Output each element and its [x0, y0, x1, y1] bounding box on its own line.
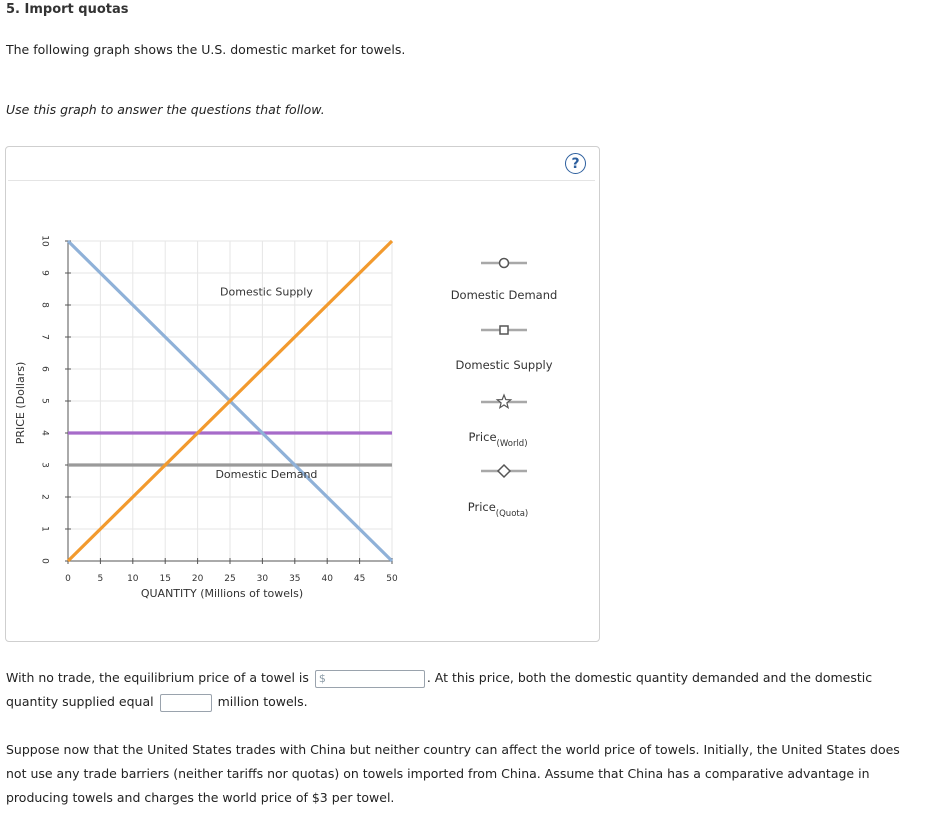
intro-text: The following graph shows the U.S. domestic market for towels.	[6, 42, 406, 57]
q1-text-part3: million towels.	[217, 694, 308, 709]
y-tick-label: 8	[39, 302, 50, 308]
curve-annotation: Domestic Demand	[215, 467, 318, 481]
x-tick-label: 0	[65, 574, 71, 584]
x-tick-label: 5	[97, 574, 104, 584]
equilibrium-quantity-input[interactable]	[160, 694, 212, 712]
x-tick-label: 25	[224, 574, 236, 584]
x-tick-label: 20	[191, 574, 204, 584]
y-tick-label: 4	[39, 430, 50, 436]
legend-label: Domestic Supply	[455, 358, 553, 372]
y-axis-label: PRICE (Dollars)	[14, 361, 27, 445]
legend-diamond-icon	[498, 465, 510, 477]
equilibrium-price-input[interactable]	[315, 670, 425, 688]
legend-label: Domestic Demand	[450, 288, 558, 302]
question-title: 5. Import quotas	[6, 2, 129, 17]
question-1	[6, 666, 924, 714]
legend-label: Price$_{(Quota)}$	[467, 500, 529, 519]
dollar-sign: $	[318, 671, 326, 685]
help-icon[interactable]: ?	[565, 153, 586, 174]
instruction-text: Use this graph to answer the questions that follow.	[6, 102, 325, 117]
legend-star-icon	[497, 395, 510, 408]
legend-circle-icon	[500, 259, 509, 268]
y-tick-label: 6	[39, 366, 50, 372]
y-tick-label: 3	[39, 462, 50, 468]
y-tick-label: 9	[39, 270, 50, 276]
y-tick-label: 5	[39, 398, 50, 404]
y-tick-label: 7	[39, 334, 50, 340]
x-tick-label: 30	[256, 574, 269, 584]
x-tick-label: 10	[127, 574, 139, 584]
legend-label: Price$_{(World)}$	[468, 430, 528, 449]
y-tick-label: 10	[39, 235, 50, 247]
x-tick-label: 45	[353, 574, 366, 584]
legend-square-icon	[500, 326, 508, 334]
y-tick-label: 1	[39, 526, 50, 532]
x-tick-label: 50	[386, 574, 398, 584]
y-tick-label: 2	[39, 494, 50, 500]
x-tick-label: 35	[289, 574, 301, 584]
y-tick-label: 0	[39, 558, 50, 564]
x-axis-label: QUANTITY (Millions of towels)	[140, 587, 304, 600]
curve-annotation: Domestic Supply	[220, 285, 313, 299]
x-tick-label: 15	[159, 574, 171, 584]
q1-text-part2: . At this price, both the domestic quantity demanded and the domestic quantity supplied equal	[6, 670, 873, 709]
q1-text-part1: With no trade, the equilibrium price of a towel is	[6, 670, 309, 685]
x-tick-label: 40	[321, 574, 333, 584]
question-2: Suppose now that the United States trades with China but neither country can affect the world price of towels. Initially, the United States does not use any trade barriers (neither tariffs nor quotas) on towels imported from China. Assume that China has a comparative advantage in producing towels and charges the world price of $3 per towel.	[6, 742, 900, 805]
